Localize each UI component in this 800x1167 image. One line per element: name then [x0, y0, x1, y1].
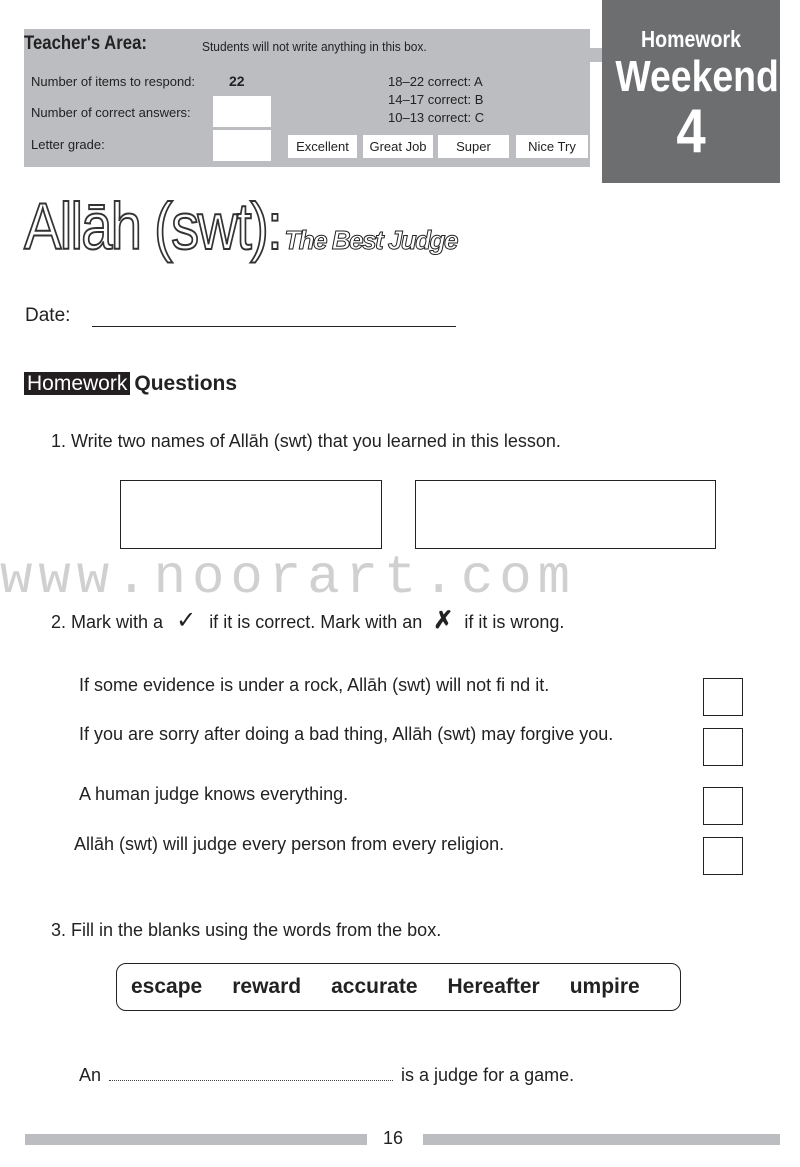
- praise-super[interactable]: Super: [438, 135, 509, 158]
- question-2-text-b: if it is correct. Mark with an: [209, 612, 423, 632]
- correct-label: Number of correct answers:: [31, 105, 191, 120]
- check-icon: ✓: [176, 607, 197, 634]
- cross-icon: ✗: [433, 607, 454, 634]
- fill-blank[interactable]: [109, 1080, 393, 1081]
- answer-box-2[interactable]: [415, 480, 716, 549]
- grade-scale-c: 10–13 correct: C: [388, 110, 485, 125]
- footer-bar-right: [423, 1134, 780, 1145]
- items-value: 22: [229, 73, 245, 89]
- statement-1-checkbox[interactable]: [703, 678, 743, 716]
- word-escape: escape: [131, 975, 203, 998]
- statement-2-checkbox[interactable]: [703, 728, 743, 766]
- badge-number: 4: [676, 97, 706, 166]
- statement-3-checkbox[interactable]: [703, 787, 743, 825]
- fill-in-sentence: [79, 1065, 574, 1086]
- date-input-line[interactable]: [92, 326, 456, 327]
- statement-3: A human judge knows everything.: [79, 784, 349, 804]
- grade-scale-b: 14–17 correct: B: [388, 92, 484, 107]
- teacher-area: [24, 29, 590, 167]
- fill-after: is a judge for a game.: [401, 1065, 575, 1085]
- section-heading: [24, 372, 237, 396]
- teacher-area-note: Students will not write anything in this box.: [202, 39, 427, 54]
- statement-2: If you are sorry after doing a bad thing, Allāh (swt) may forgive you.: [79, 724, 614, 744]
- question-2: [51, 608, 564, 635]
- page-subtitle: The Best Judge: [284, 225, 457, 255]
- date-label: Date:: [25, 305, 71, 326]
- word-umpire: umpire: [569, 975, 640, 998]
- title-row: [24, 188, 457, 264]
- watermark: www.noorart.com: [0, 554, 577, 604]
- footer-bar-left: [25, 1134, 367, 1145]
- section-heading-rest: Questions: [134, 372, 238, 395]
- word-hereafter: Hereafter: [447, 975, 540, 998]
- teacher-area-title: Teacher's Area:: [24, 33, 147, 54]
- page-title: Allāh (swt):: [24, 189, 282, 263]
- question-2-text-c: if it is wrong.: [464, 612, 565, 632]
- question-3: 3. Fill in the blanks using the words from the box.: [51, 920, 442, 940]
- letter-grade-box[interactable]: [213, 130, 271, 161]
- fill-before: An: [79, 1065, 102, 1085]
- praise-nice-try[interactable]: Nice Try: [516, 135, 588, 158]
- praise-great-job[interactable]: Great Job: [363, 135, 433, 158]
- section-heading-highlight: Homework: [24, 372, 130, 395]
- answer-box-1[interactable]: [120, 480, 382, 549]
- statement-4: Allāh (swt) will judge every person from every religion.: [74, 834, 505, 854]
- question-1: 1. Write two names of Allāh (swt) that you learned in this lesson.: [51, 431, 561, 451]
- statement-4-checkbox[interactable]: [703, 837, 743, 875]
- page-number: 16: [383, 1128, 404, 1148]
- grade-label: Letter grade:: [31, 137, 105, 152]
- statement-1: If some evidence is under a rock, Allāh (swt) will not fi nd it.: [79, 675, 550, 695]
- grade-scale-a: 18–22 correct: A: [388, 74, 483, 89]
- word-accurate: accurate: [331, 975, 418, 998]
- praise-excellent[interactable]: Excellent: [288, 135, 357, 158]
- items-label: Number of items to respond:: [31, 74, 196, 89]
- badge-weekend: Weekend: [615, 52, 779, 101]
- correct-answers-box[interactable]: [213, 96, 271, 127]
- badge-homework: Homework: [641, 26, 741, 52]
- question-2-text-a: 2. Mark with a: [51, 612, 164, 632]
- homework-badge: [602, 0, 780, 183]
- word-box: [116, 963, 681, 1011]
- word-reward: reward: [232, 975, 302, 998]
